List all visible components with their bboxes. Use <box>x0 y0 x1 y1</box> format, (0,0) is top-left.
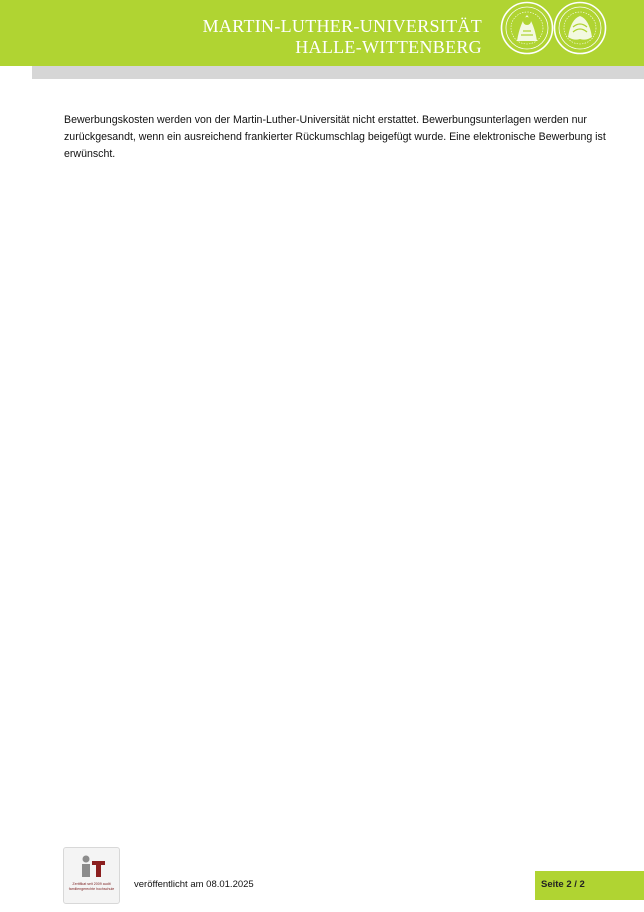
university-name <box>203 16 482 58</box>
family-friendly-university-certificate-icon <box>63 847 120 904</box>
university-name-line2: HALLE-WITTENBERG <box>295 37 482 57</box>
publication-date: veröffentlicht am 08.01.2025 <box>134 879 254 890</box>
page-number: Seite 2 / 2 <box>541 879 585 890</box>
university-seal-icon <box>500 1 554 55</box>
university-seal-icon <box>553 1 607 55</box>
certificate-caption: Zertifikat seit 2009 audit familiengerechte hochschule <box>68 882 115 891</box>
body-paragraph: Bewerbungskosten werden von der Martin-Luther-Universität nicht erstattet. Bewerbungsunterlagen werden nur zurückgesandt, wenn ein ausreichend frankierter Rückumschlag beigefügt wurde. Eine elektronische Bewerbung ist erwünscht. <box>64 114 606 160</box>
university-name-line1: MARTIN-LUTHER-UNIVERSITÄT <box>202 16 482 36</box>
header-divider <box>32 66 644 79</box>
certificate-figure-icon <box>64 848 119 882</box>
page-number-box <box>535 871 644 900</box>
